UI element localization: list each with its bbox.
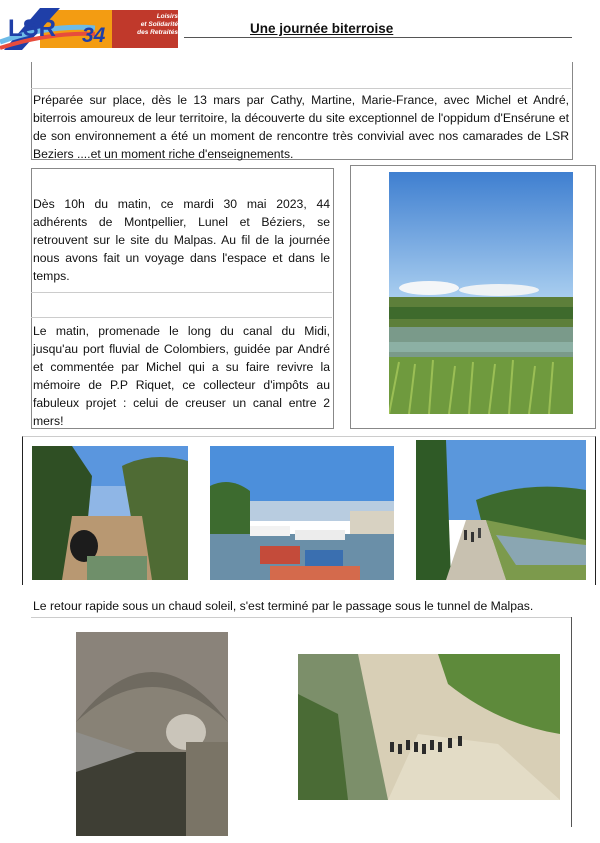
paragraph-return: Le retour rapide sous un chaud soleil, s'est terminé par le passage sous le tunnel de Malpas. (33, 599, 534, 613)
logo-tagline-line: et Solidarité (140, 21, 178, 29)
title-divider (184, 37, 572, 38)
malpas-tunnel-photo (76, 632, 228, 836)
tunnel-entrance-photo (32, 446, 188, 580)
svg-text:LSR: LSR (8, 15, 56, 42)
paragraph-malpas: Dès 10h du matin, ce mardi 30 mai 2023, 44 adhérents de Montpellier, Lunel et Béziers, se retrouvent sur le site du Malpas. Au fil de la journée nous avons fait un voyage dans l'espace et dans le temps. (33, 197, 330, 283)
svg-text:34: 34 (82, 24, 106, 47)
bottom-rule (31, 617, 571, 618)
intro-paragraph: Préparée sur place, dès le 13 mars par Cathy, Martine, Marie-France, avec Michel et André, biterrois amoureux de leur territoire, la découverte du site exceptionnel de l'oppidum d'Ensérune et de son environnement a été un moment de rencontre très convivial avec nos camarades de LSR Beziers ....et un moment riche d'enseignements. (33, 93, 569, 161)
canal-landscape-photo (389, 172, 573, 414)
logo-tagline (118, 13, 178, 38)
canal-bank-group-photo (298, 654, 560, 800)
logo-tagline-line: des Retraités (137, 29, 178, 37)
port-colombiers-photo (210, 446, 394, 580)
page-title: Une journée biterroise (250, 21, 394, 36)
paragraph-canal: Le matin, promenade le long du canal du Midi, jusqu'au port fluvial de Colombiers, guidée par André et commentée par Michel qui a su faire revivre la mémoire de P.P Riquet, ce collecteur d'impôts au fabuleux projet : celui de creuser un canal entre 2 mers! (33, 324, 330, 428)
text-box-rule (31, 292, 332, 293)
text-box-rule (31, 317, 332, 318)
towpath-walk-photo (416, 440, 586, 580)
logo-tagline-line: Loisirs (156, 13, 178, 20)
intro-rule (31, 88, 571, 89)
